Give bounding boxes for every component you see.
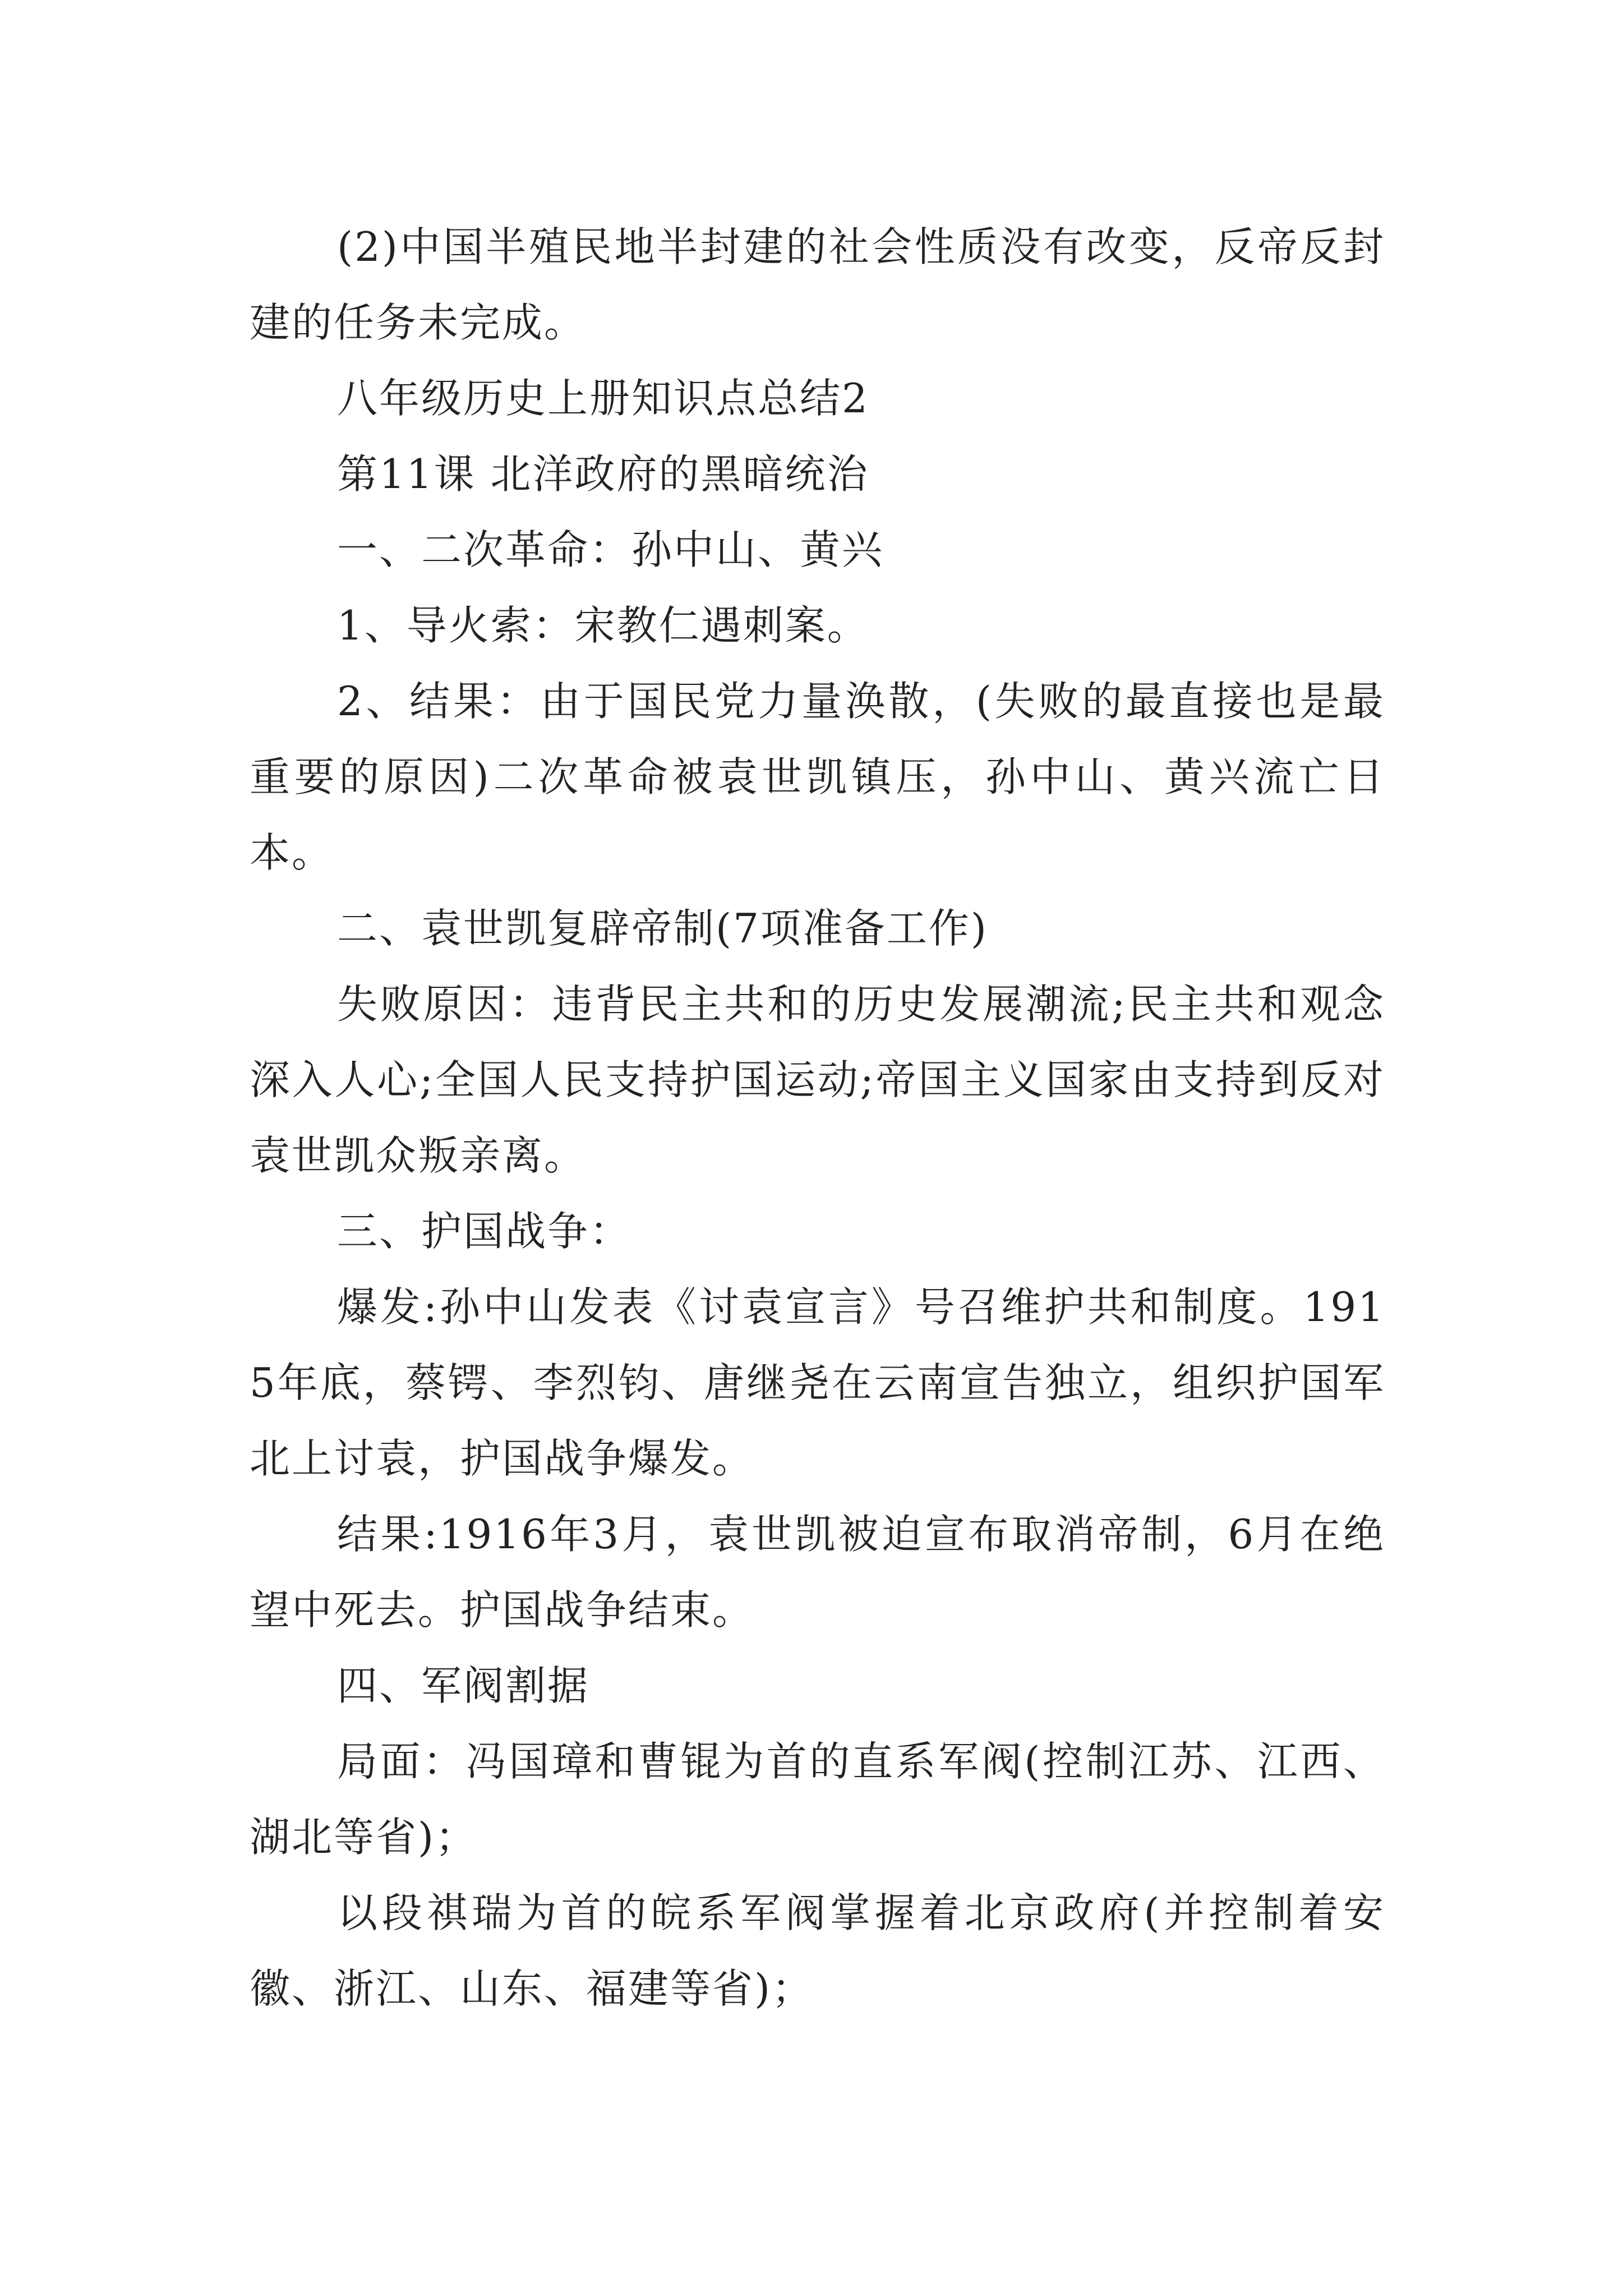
paragraph-outbreak: 爆发:孙中山发表《讨袁宣言》号召维护共和制度。1915年底，蔡锷、李烈钧、唐继尧在云南宣告独立，组织护国军北上讨袁，护国战争爆发。 [250,1283,1385,1482]
paragraph-war-result: 结果:1916年3月，袁世凯被迫宣布取消帝制，6月在绝望中死去。护国战争结束。 [250,1511,1385,1634]
heading-second-revolution: 一、二次革命：孙中山、黄兴 [337,526,884,573]
heading-protection-war: 三、护国战争： [337,1208,632,1255]
document-body [250,209,1385,2027]
heading-warlords: 四、军阀割据 [337,1662,590,1709]
paragraph-result: 2、结果：由于国民党力量涣散，(失败的最直接也是最重要的原因)二次革命被袁世凯镇压，孙中山、黄兴流亡日本。 [250,678,1385,876]
paragraph-zhili-clique: 局面：冯国璋和曹锟为首的直系军阀(控制江苏、江西、湖北等省)； [250,1738,1385,1861]
section-title: 八年级历史上册知识点总结2 [337,375,869,422]
heading-restoration: 二、袁世凯复辟帝制(7项准备工作) [337,905,988,952]
paragraph-nature-unchanged: (2)中国半殖民地半封建的社会性质没有改变，反帝反封建的任务未完成。 [250,223,1385,346]
paragraph-anhui-clique: 以段祺瑞为首的皖系军阀掌握着北京政府(并控制着安徽、浙江、山东、福建等省)； [250,1889,1385,2012]
lesson-title: 第11课 北洋政府的黑暗统治 [337,450,869,498]
paragraph-failure-reasons: 失败原因：违背民主共和的历史发展潮流;民主共和观念深入人心;全国人民支持护国运动;帝国主义国家由支持到反对袁世凯众叛亲离。 [250,981,1385,1179]
paragraph-trigger: 1、导火索：宋教仁遇刺案。 [337,602,869,649]
